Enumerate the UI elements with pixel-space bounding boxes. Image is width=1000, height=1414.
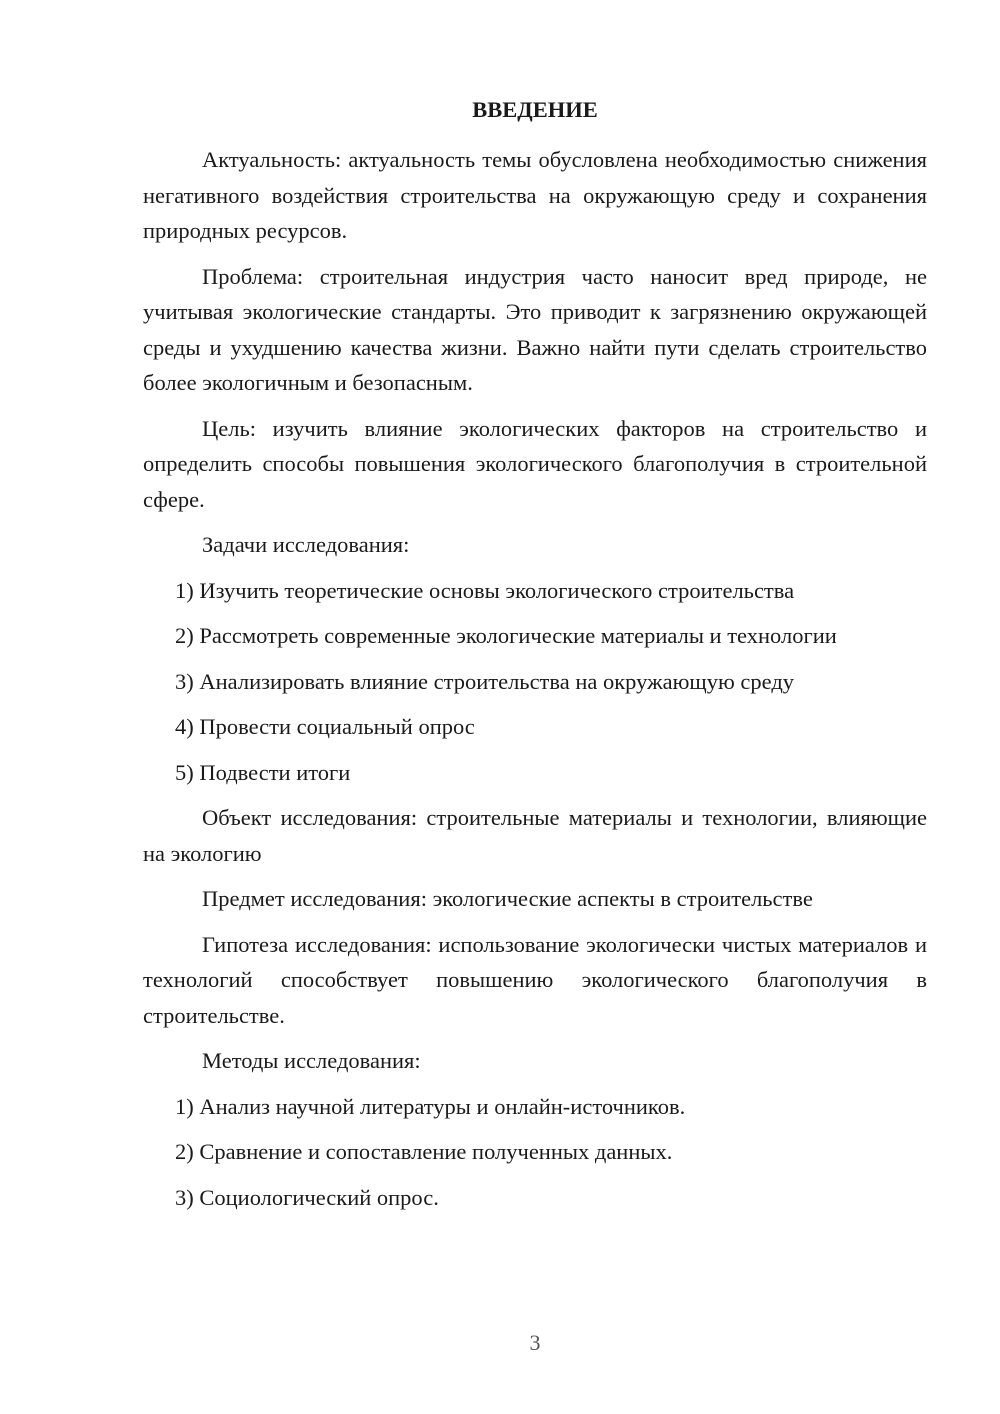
task-item: 2) Рассмотреть современные экологические материалы и технологии — [175, 623, 837, 648]
task-item: 5) Подвести итоги — [175, 759, 351, 785]
section-title: ВВЕДЕНИЕ — [472, 97, 598, 122]
hypothesis-paragraph: Гипотеза исследования: использование экологически чистых материалов и технологий способствует повышению экологического благополучия в строительстве. — [143, 931, 927, 1028]
task-item: 1) Изучить теоретические основы экологического строительства — [175, 577, 795, 603]
method-item: 3) Социологический опрос. — [175, 1184, 439, 1210]
page-number: 3 — [529, 1330, 541, 1355]
task-item: 3) Анализировать влияние строительства на окружающую среду — [175, 668, 795, 694]
goal-paragraph: Цель: изучить влияние экологических факторов на строительство и определить способы повышения экологического благополучия в строительной сфере. — [143, 415, 927, 512]
problem-paragraph: Проблема: строительная индустрия часто наносит вред природе, не учитывая экологические стандарты. Это приводит к загрязнению окружающей среды и ухудшению качества жизни. Важно найти пути сделать строительство более экологичным и безопасным. — [143, 263, 927, 395]
object-paragraph: Объект исследования: строительные материалы и технологии, влияющие на экологию — [143, 805, 927, 866]
method-item: 1) Анализ научной литературы и онлайн-источников. — [175, 1093, 686, 1119]
page-content — [143, 90, 927, 1225]
task-item: 4) Провести социальный опрос — [175, 714, 475, 739]
subject-paragraph: Предмет исследования: экологические аспекты в строительстве — [202, 886, 813, 911]
method-item: 2) Сравнение и сопоставление полученных данных. — [175, 1139, 673, 1164]
relevance-paragraph: Актуальность: актуальность темы обусловлена необходимостью снижения негативного воздействия строительства на окружающую среду и сохранения природных ресурсов. — [143, 147, 927, 243]
tasks-heading: Задачи исследования: — [202, 532, 410, 557]
methods-heading: Методы исследования: — [202, 1048, 421, 1073]
